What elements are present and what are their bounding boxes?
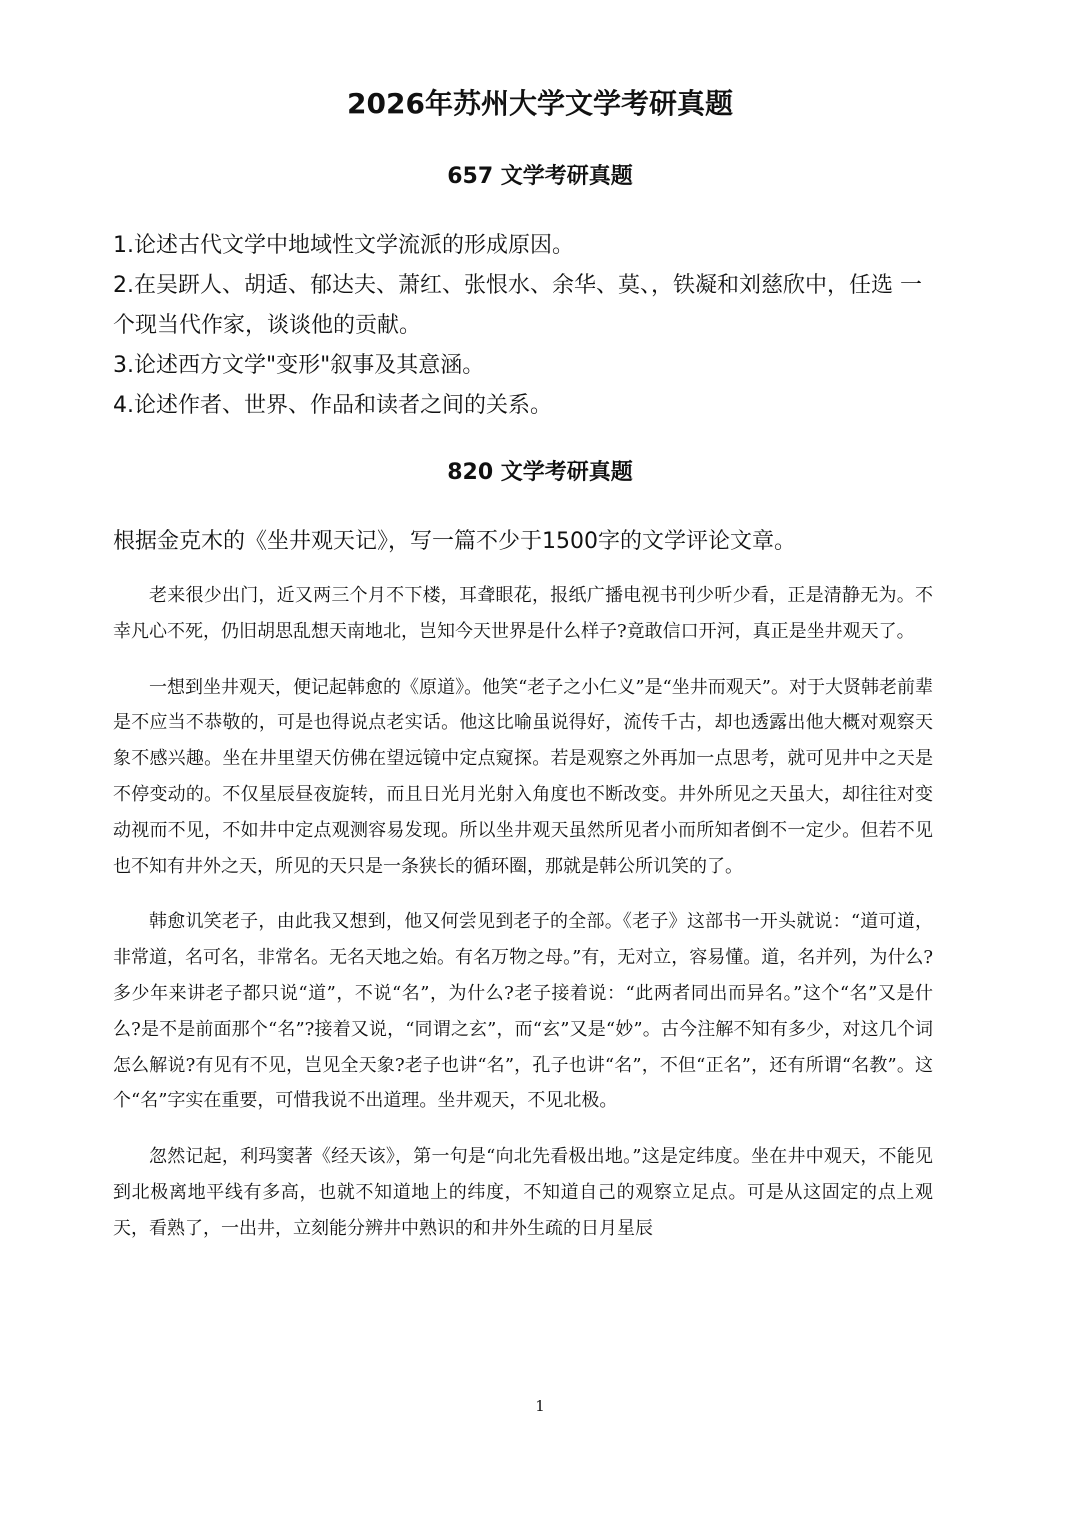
essay-paragraph-3: 韩愈讥笑老子，由此我又想到，他又何尝见到老子的全部。《老子》这部书一开头就说：“道可道，非常道，名可名，非常名。无名天地之始。有名万物之母。”有，无对立，容易懂。道，名并列，为什么?多少年来讲老子都只说“道”，不说“名”，为什么?老子接着说：“此两者同出而异名。”这个“名”又是什么?是不是前面那个“名”?接着又说，“同谓之玄”，而“玄”又是“妙”。古今注解不知有多少，对这几个词怎么解说?有见有不见，岂见全天象?老子也讲“名”，孔子也讲“名”，不但“正名”，还有所谓“名教”。这个“名”字实在重要，可惜我说不出道理。坐井观天，不见北极。	[113, 911, 933, 1112]
section-657-title: 657 文学考研真题	[447, 164, 633, 189]
essay-paragraph-1: 老来很少出门，近又两三个月不下楼，耳聋眼花，报纸广播电视书刊少听少看，正是清静无为。不幸凡心不死，仍旧胡思乱想天南地北，岂知今天世界是什么样子?竟敢信口开河，真正是坐井观天了。	[113, 585, 933, 642]
essay-paragraph-4: 忽然记起，利玛窦著《经天该》，第一句是“向北先看极出地。”这是定纬度。坐在井中观天，不能见到北极离地平线有多高，也就不知道地上的纬度，不知道自己的观察立足点。可是从这固定的点上观天，看熟了，一出井，立刻能分辨井中熟识的和井外生疏的日月星辰	[113, 1146, 933, 1239]
essay-prompt: 根据金克木的《坐井观天记》，写一篇不少于1500字的文学评论文章。	[113, 529, 796, 554]
question-item-1: 1.论述古代文学中地域性文学流派的形成原因。	[113, 233, 574, 258]
question-item-2: 2.在吴趼人、胡适、郁达夫、萧红、张恨水、余华、莫、，铁凝和刘慈欣中，任选 一个现当代作家，谈谈他的贡献。	[113, 273, 922, 338]
page-title: 2026年苏州大学文学考研真题	[347, 87, 733, 120]
page-number: 1	[535, 1397, 545, 1415]
question-list-657	[113, 226, 933, 426]
essay-excerpt	[113, 578, 933, 1267]
section-820-title: 820 文学考研真题	[447, 460, 633, 485]
question-item-3: 3.论述西方文学"变形"叙事及其意涵。	[113, 353, 485, 378]
essay-paragraph-2: 一想到坐井观天，便记起韩愈的《原道》。他笑“老子之小仁义”是“坐井而观天”。对于大贤韩老前辈是不应当不恭敬的，可是也得说点老实话。他这比喻虽说得好，流传千古，却也透露出他大概对观察天象不感兴趣。坐在井里望天仿佛在望远镜中定点窥探。若是观察之外再加一点思考，就可见井中之天是不停变动的。不仅星辰昼夜旋转，而且日光月光射入角度也不断改变。井外所见之天虽大，却往往对变动视而不见，不如井中定点观测容易发现。所以坐井观天虽然所见者小而所知者倒不一定少。但若不见也不知有井外之天，所见的天只是一条狭长的循环圈，那就是韩公所讥笑的了。	[113, 676, 933, 877]
question-item-4: 4.论述作者、世界、作品和读者之间的关系。	[113, 393, 552, 418]
